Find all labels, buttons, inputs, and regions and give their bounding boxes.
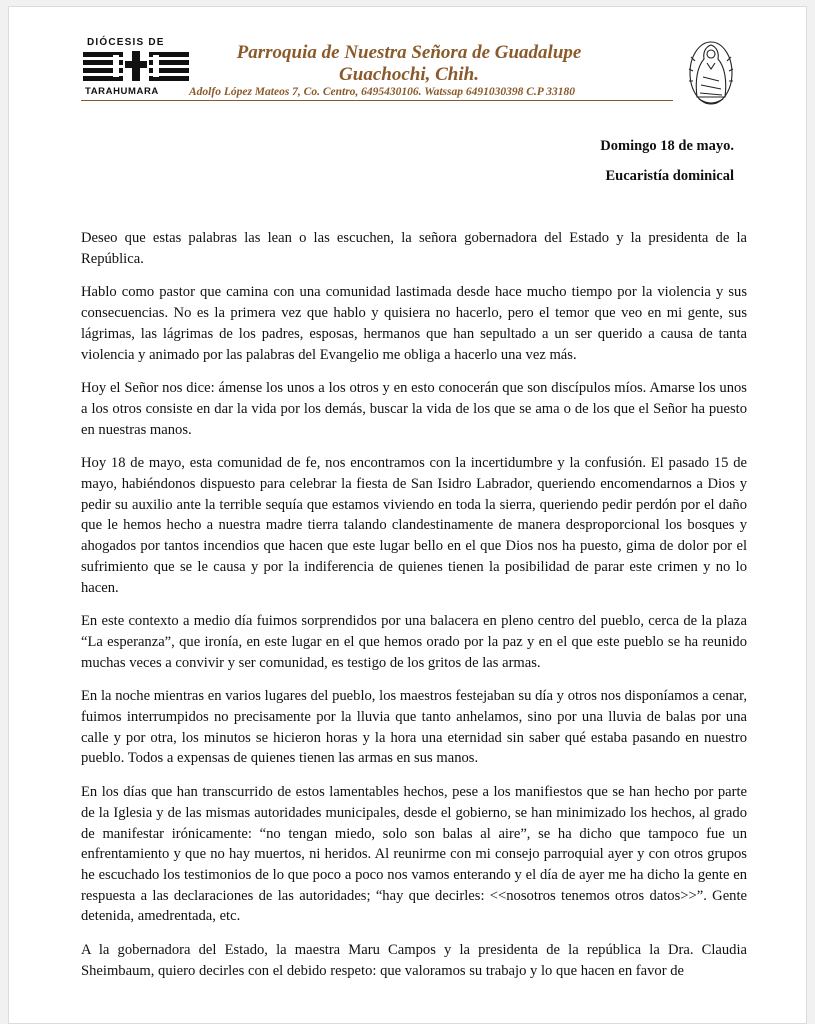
parish-title [189,42,629,86]
parish-address: Adolfo López Mateos 7, Co. Centro, 6495430106. Watssap 6491030398 C.P 33180 [189,86,576,98]
paragraph: En los días que han transcurrido de estos lamentables hechos, pese a los manifiestos que se han hecho por parte de la Iglesia y de las mismas autoridades municipales, desde el gobierno, se han minimizado los hechos, al grado de manifestar irónicamente: “no tengan miedo, solo son balas al aire”, se ha dicho que tampoco fue un enfrentamiento y que no hay muertos, ni heridos. Al reunirme con mi consejo parroquial ayer y con otros grupos he escuchado los testimonios de lo que poco a poco nos vamos enterando y el día de ayer me ha dicho la gente en respuesta a las declaraciones de las autoridades; “hay que decirles: <<nosotros tenemos otros datos>>”. Gente detenida, amedrentada, etc. [81,784,747,925]
diocese-logo [83,37,195,99]
logo-top-text: DIÓCESIS DE [87,37,165,48]
paragraph: Hoy el Señor nos dice: ámense los unos a los otros y en esto conocerán que son discípulos míos. Amarse los unos a los otros consiste en dar la vida por los demás, buscar la vida de los que se ama o de los que el Señor ha puesto en nuestras manos. [81,380,747,438]
header-rule [81,100,673,101]
paragraph: Hoy 18 de mayo, esta comunidad de fe, nos encontramos con la incertidumbre y la confusión. El pasado 15 de mayo, habiéndonos dispuesto para celebrar la fiesta de San Isidro Labrador, queriendo encomendarnos a Dios y pedir su auxilio ante la terrible sequía que estamos viviendo en toda la sierra, queriendo pedir perdón por el daño que le hemos hecho a nuestra madre tierra talando clandestinamente de manera desproporcional los bosques y ahogados por tantos incendios que hacen que este lugar bello en el que Dios nos ha puesto, gima de dolor por el sufrimiento que se le causa y por la indiferencia de quienes tienen la posibilidad de parar este crimen y no lo hacen. [81,455,747,596]
paragraph: En la noche mientras en varios lugares del pueblo, los maestros festejaban su día y otros nos disponíamos a cenar, fuimos interrumpidos no precisamente por la lluvia que tanto anhelamos, sino por una lluvia de balas por una calle y por otra, los minutos se hicieron horas y la hora una eternidad sin saber qué estaba pasando en nuestro pueblo. Todos a expensas de quienes tienen las armas en sus manos. [81,688,747,767]
virgin-of-guadalupe-icon [683,37,739,107]
paragraph: Hablo como pastor que camina con una comunidad lastimada desde hace mucho tiempo por la violencia y sus consecuencias. No es la primera vez que hablo y quisiera no hacerlo, pero el temor que veo en mi gente, sus lágrimas, las lágrimas de los padres, esposas, hermanos que han sepultado a un ser querido a causa de tanta violencia y animado por las palabras del Evangelio me obliga a hacerlo una vez más. [81,284,747,363]
event-line: Eucaristía dominical [605,168,734,184]
letter-page [8,6,807,1024]
logo-bottom-text: TARAHUMARA [85,86,159,97]
diocese-cross-icon [83,49,189,83]
paragraph: Deseo que estas palabras las lean o las escuchen, la señora gobernadora del Estado y la presidenta de la República. [81,230,747,267]
parish-name: Parroquia de Nuestra Señora de Guadalupe [236,42,582,63]
paragraph: A la gobernadora del Estado, la maestra Maru Campos y la presidenta de la república la Dra. Claudia Sheimbaum, quiero decirles con el debido respeto: que valoramos su trabajo y lo que hacen en favor de [81,942,747,979]
paragraph: En este contexto a medio día fuimos sorprendidos por una balacera en pleno centro del pueblo, cerca de la plaza “La esperanza”, que ironía, en este lugar en el que hemos orado por la paz y en el que este pueblo se ha reunido muchas veces a convivir y ser comunidad, es testigo de los gritos de las armas. [81,613,747,671]
letter-body [81,228,747,995]
parish-city: Guachochi, Chih. [339,64,479,85]
date-line: Domingo 18 de mayo. [600,138,734,154]
